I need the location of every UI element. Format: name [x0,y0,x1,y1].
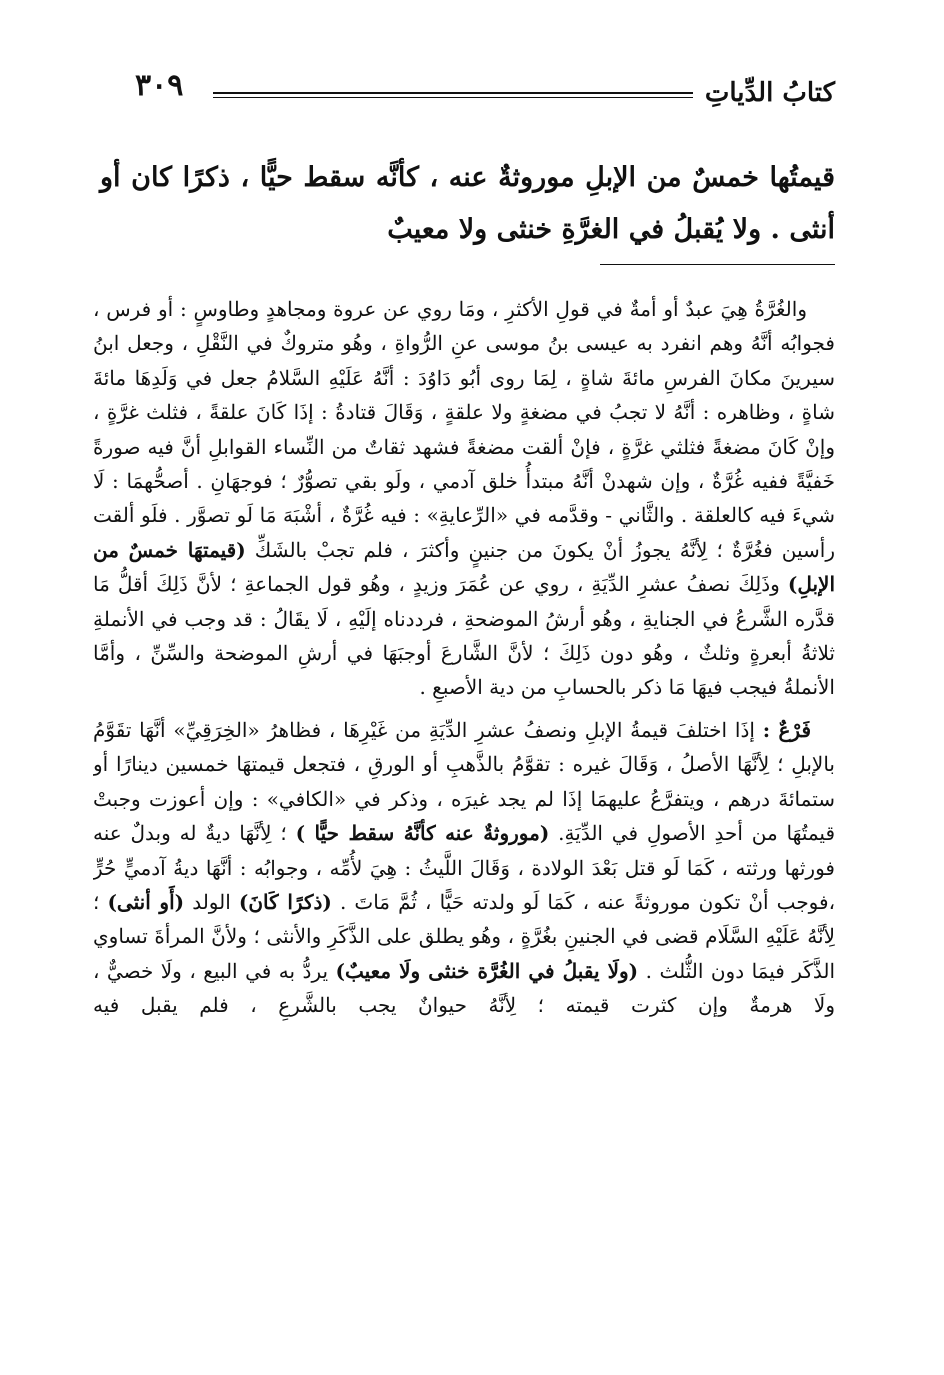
paragraph-2-part-d: ؛ لِأنَّهُ عَلَيْهِ السَّلَام قضى في الجنينِ بغُرَّةٍ ، وهُو يطلق على الذَّكَرِ والأنثى ؛ ولأنَّ المرأةَ تساوي الذَّكَر فيمَا دون الثُّلث . [93,889,835,983]
matn-quote-2: (موروثةٌ عنه كأنَّهُ سقط حيًّا ) [295,821,550,846]
matn-separator [600,264,835,265]
page-header [135,68,835,118]
paragraph-2-part-e: يردُّ به في البيع ، ولَا خصيٌّ ، ولَا هرمةٌ وإن كثرت قيمته ؛ لِأنَّهُ حيوانٌ يجب بالشَّرعِ ، فلم يقبل فيه [93,958,835,1018]
matn-quote-3: (ذكرًا كَانَ) [238,889,332,914]
commentary [93,292,835,1327]
page-number: ٣٠٩ [135,68,184,103]
header-rule [213,92,693,98]
matn-text: قيمتُها خمسٌ من الإبلِ موروثةٌ عنه ، كأنَّه سقط حيًّا ، ذكرًا كان أو أنثى . ولا يُقبلُ في الغرَّةِ خنثى ولا معيبٌ [100,162,835,245]
matn-quote-5: (ولَا يقبلُ في الغُرَّة خنثى ولَا معيبٌ) [335,958,639,983]
paragraph-2-text: إذَا اختلفَ قيمةُ الإبلِ ونصفُ عشرِ الدِّيَةِ من غَيْرِهَا ، فظاهرُ «الخِرَقِيِّ» أنَّهَا تقَوَّمُ بالإبلِ ؛ لِأنَّهَا الأصلُ ، وَقَالَ غيره : تقوَّمُ بالذَّهبِ أو الورقِ ، فتجعل قيمتهَا خمسين دينارًا أو ستمائةَ درهم ، ويتفرَّعُ عليهمَا إذَا لم يجد غيرَه ، وذكر في «الكافي» : وإن أعوزت وجبتْ قيمتُهَا من أحدِ الأصولِ في الدِّيَةِ. [93,717,835,846]
matn-quote-1: (قيمتهَا خمسٌ من الإبلِ) [93,537,835,597]
commentary-paragraph-1 [93,292,835,705]
commentary-paragraph-2 [93,713,835,1023]
paragraph-2-part-b: ؛ لِأنَّهَا ديةٌ له وبدلٌ عنه فورثها ورثته ، كَمَا لَو قتل بَعْدَ الولادة ، وَقَالَ اللَّيثُ : هِيَ لأُمِّه ، وجوابُه : أنَّهَا ديةُ آدميٍّ حُرٍّ ،فوجب أنْ تكون موروثةً عنه ، كَمَا لَو ولدته حَيًّا ، ثُمَّ مَاتَ . [93,821,835,914]
branch-heading: فَرْعٌ : [762,717,812,742]
paragraph-2-part-c: الولد [192,889,231,914]
paragraph-1-text: والغُرَّةُ هِيَ عبدٌ أو أمةٌ في قولِ الأكثرِ ، ومَا روي عن عروة ومجاهدٍ وطاوسٍ : أو فرس ، فجوابُه أنَّهُ وهم انفرد به عيسى بنُ موسى عنِ الرُّواةِ ، وهُو متروكٌ في النَّقْلِ ، وجعل ابنُ سيرينَ مكانَ الفرسِ مائةَ شاةٍ ، لِمَا روى أبُو دَاوُدَ : أنَّهُ عَلَيْهِ السَّلامُ جعل في وَلَدِهَا مائةَ شاةٍ ، وظاهره : أنَّهُ لا تجبُ في مضغةٍ ولا علقةٍ ، وَقَالَ قتادةُ : إذَا كَانَ علقةً ، فثلث غرَّةٍ ، وإنْ كَانَ مضغةً فثلثي غرَّةٍ ، فإنْ ألقت مضغةً فشهد ثقاتٌ من النِّساء القوابلِ أنَّ فيه صورةً خَفيَّةً ففيه غُرَّةٌ ، وإن شهدنْ أنَّهُ مبتدأُ خلق آدمي ، ولَو بقي تصوُّرٌ ؛ فوجهَانِ . أصحُّهمَا : لَا شيءَ فيه كالعلقة . والثَّاني - وقدَّمه في «الرِّعايةِ» : فيه غُرَّةٌ ، أشْبَهَ مَا لَو تصوَّر . فلَو ألقت رأسين فغُرَّةٌ ؛ لِأنَّهُ يجوزُ أنْ يكونَ من جنينٍ وأكثرَ ، فلم تجبْ بالشَكِّ [93,297,835,562]
matn-quote-4: (أَو أنثى) [107,889,185,914]
paragraph-1-continued: وذَلِكَ نصفُ عشرِ الدِّيَةِ ، روي عن عُمَرَ وزيدٍ ، وهُو قول الجماعةِ ؛ لأنَّ ذَلِكَ أقلُّ مَا قدَّره الشَّرعُ في الجنايةِ ، وهُو أرشُ الموضحةِ ، فرددناه إلَيْهِ ، لَا يقَالُ : قد وجب في الأنملةِ ثلاثةُ أبعرةٍ وثلثٌ ، وهُو دون ذَلِكَ ؛ لأنَّ الشَّارعَ أوجبَهَا في أرشِ الموضحة والسِّنِّ ، وأمَّا الأنملةُ فيجب فيهَا مَا ذكر بالحسابِ من دية الأصبعِ . [93,572,835,700]
running-title: كتابُ الدِّياتِ [704,78,835,108]
